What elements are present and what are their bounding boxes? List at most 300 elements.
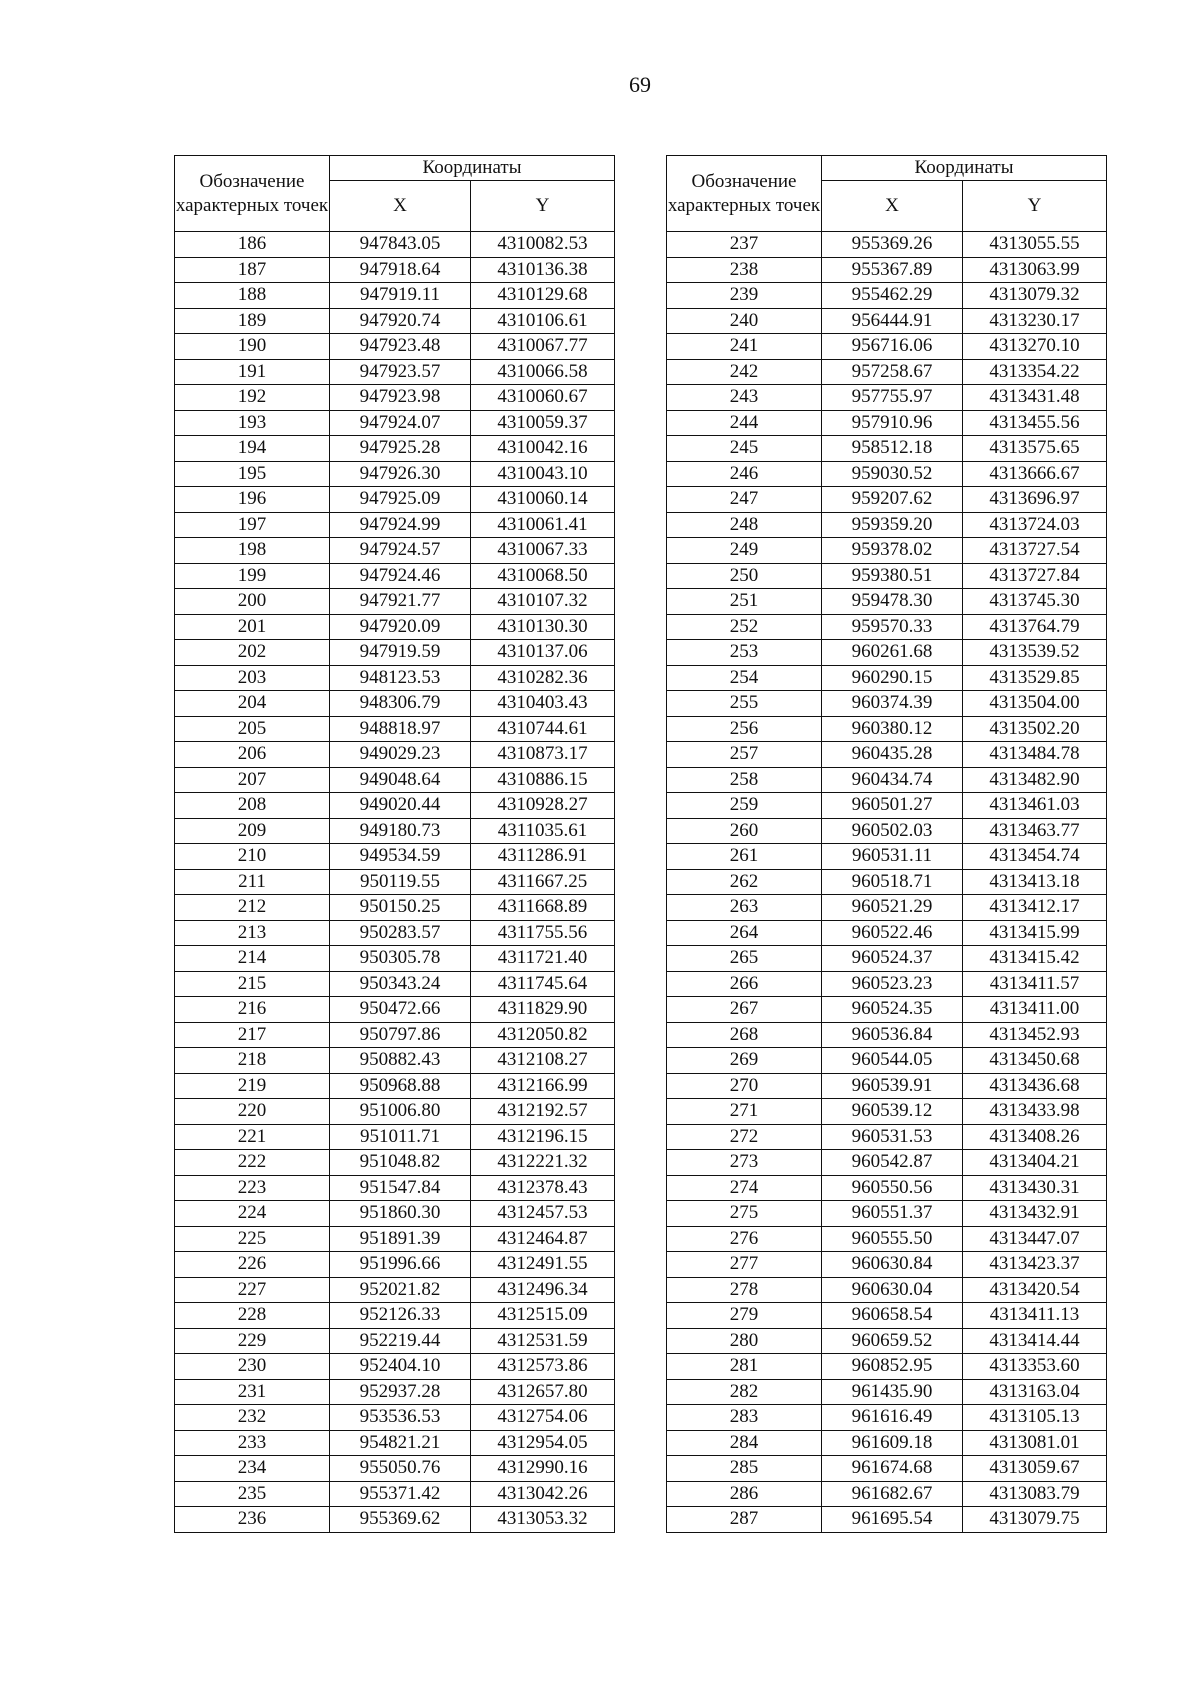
x-coordinate-cell: 959378.02	[822, 538, 963, 564]
table-row	[667, 283, 1107, 309]
point-number-cell: 270	[667, 1073, 822, 1099]
x-coordinate-cell: 960630.84	[822, 1252, 963, 1278]
table-row	[175, 1175, 615, 1201]
x-coordinate-cell: 957755.97	[822, 385, 963, 411]
point-number-cell: 222	[175, 1150, 330, 1176]
x-coordinate-cell: 950305.78	[330, 946, 471, 972]
y-coordinate-cell: 4313724.03	[963, 512, 1107, 538]
x-coordinate-cell: 951860.30	[330, 1201, 471, 1227]
x-coordinate-cell: 947919.59	[330, 640, 471, 666]
y-coordinate-cell: 4312491.55	[471, 1252, 615, 1278]
point-number-cell: 272	[667, 1124, 822, 1150]
table-row	[175, 997, 615, 1023]
x-coordinate-cell: 950343.24	[330, 971, 471, 997]
y-coordinate-cell: 4313420.54	[963, 1277, 1107, 1303]
x-coordinate-cell: 960531.53	[822, 1124, 963, 1150]
point-number-cell: 271	[667, 1099, 822, 1125]
table-row	[667, 1048, 1107, 1074]
table-row	[667, 257, 1107, 283]
x-coordinate-cell: 949534.59	[330, 844, 471, 870]
point-number-cell: 216	[175, 997, 330, 1023]
table-row	[175, 971, 615, 997]
table-row	[667, 869, 1107, 895]
table-row	[175, 538, 615, 564]
point-number-cell: 263	[667, 895, 822, 921]
x-coordinate-cell: 959380.51	[822, 563, 963, 589]
point-number-cell: 224	[175, 1201, 330, 1227]
x-coordinate-cell: 949020.44	[330, 793, 471, 819]
table-row	[175, 1328, 615, 1354]
table-row	[175, 461, 615, 487]
table-row	[175, 1252, 615, 1278]
table-row	[667, 1175, 1107, 1201]
point-number-cell: 238	[667, 257, 822, 283]
table-row	[667, 461, 1107, 487]
y-coordinate-cell: 4310130.30	[471, 614, 615, 640]
table-row	[175, 410, 615, 436]
x-coordinate-cell: 952021.82	[330, 1277, 471, 1303]
y-coordinate-cell: 4313463.77	[963, 818, 1107, 844]
y-coordinate-cell: 4310082.53	[471, 232, 615, 258]
y-coordinate-cell: 4313454.74	[963, 844, 1107, 870]
point-number-cell: 256	[667, 716, 822, 742]
y-coordinate-cell: 4313079.32	[963, 283, 1107, 309]
y-coordinate-cell: 4310136.38	[471, 257, 615, 283]
table-row	[667, 334, 1107, 360]
table-row	[667, 589, 1107, 615]
table-row	[667, 232, 1107, 258]
x-coordinate-cell: 960522.46	[822, 920, 963, 946]
table-row	[175, 1430, 615, 1456]
table-row	[667, 742, 1107, 768]
point-number-cell: 262	[667, 869, 822, 895]
y-coordinate-cell: 4313447.07	[963, 1226, 1107, 1252]
point-number-cell: 186	[175, 232, 330, 258]
table-row	[175, 818, 615, 844]
table-row	[667, 767, 1107, 793]
point-number-cell: 251	[667, 589, 822, 615]
y-coordinate-cell: 4313411.57	[963, 971, 1107, 997]
table-row	[175, 563, 615, 589]
table-row	[667, 946, 1107, 972]
x-coordinate-cell: 960539.12	[822, 1099, 963, 1125]
x-coordinate-cell: 961609.18	[822, 1430, 963, 1456]
x-coordinate-cell: 955462.29	[822, 283, 963, 309]
x-coordinate-cell: 960550.56	[822, 1175, 963, 1201]
y-coordinate-cell: 4310928.27	[471, 793, 615, 819]
point-designation-header: Обозначение характерных точек	[175, 156, 330, 232]
y-coordinate-cell: 4313411.00	[963, 997, 1107, 1023]
x-coordinate-cell: 960434.74	[822, 767, 963, 793]
table-row	[667, 895, 1107, 921]
table-row	[175, 793, 615, 819]
x-coordinate-cell: 958512.18	[822, 436, 963, 462]
table-row	[175, 1048, 615, 1074]
point-number-cell: 188	[175, 283, 330, 309]
x-coordinate-cell: 947925.28	[330, 436, 471, 462]
x-header: X	[330, 181, 471, 232]
point-number-cell: 279	[667, 1303, 822, 1329]
y-coordinate-cell: 4313412.17	[963, 895, 1107, 921]
table-row	[175, 1124, 615, 1150]
y-coordinate-cell: 4313764.79	[963, 614, 1107, 640]
y-coordinate-cell: 4310137.06	[471, 640, 615, 666]
point-number-cell: 249	[667, 538, 822, 564]
point-number-cell: 236	[175, 1507, 330, 1533]
table-row	[175, 385, 615, 411]
point-number-cell: 265	[667, 946, 822, 972]
point-number-cell: 223	[175, 1175, 330, 1201]
y-coordinate-cell: 4312515.09	[471, 1303, 615, 1329]
x-coordinate-cell: 947920.74	[330, 308, 471, 334]
point-number-cell: 245	[667, 436, 822, 462]
x-coordinate-cell: 951011.71	[330, 1124, 471, 1150]
y-coordinate-cell: 4313083.79	[963, 1481, 1107, 1507]
table-row	[667, 1405, 1107, 1431]
x-coordinate-cell: 947924.07	[330, 410, 471, 436]
table-row	[667, 1430, 1107, 1456]
point-number-cell: 286	[667, 1481, 822, 1507]
table-row	[175, 691, 615, 717]
y-coordinate-cell: 4313450.68	[963, 1048, 1107, 1074]
x-coordinate-cell: 961435.90	[822, 1379, 963, 1405]
point-number-cell: 228	[175, 1303, 330, 1329]
y-coordinate-cell: 4313452.93	[963, 1022, 1107, 1048]
table-row	[667, 385, 1107, 411]
point-number-cell: 214	[175, 946, 330, 972]
x-coordinate-cell: 960536.84	[822, 1022, 963, 1048]
table-row	[175, 232, 615, 258]
x-coordinate-cell: 947919.11	[330, 283, 471, 309]
point-number-cell: 252	[667, 614, 822, 640]
y-coordinate-cell: 4313055.55	[963, 232, 1107, 258]
y-coordinate-cell: 4313430.31	[963, 1175, 1107, 1201]
point-number-cell: 247	[667, 487, 822, 513]
point-number-cell: 285	[667, 1456, 822, 1482]
x-coordinate-cell: 956716.06	[822, 334, 963, 360]
x-coordinate-cell: 947920.09	[330, 614, 471, 640]
y-coordinate-cell: 4313230.17	[963, 308, 1107, 334]
point-number-cell: 243	[667, 385, 822, 411]
table-row	[667, 1379, 1107, 1405]
x-coordinate-cell: 955371.42	[330, 1481, 471, 1507]
y-coordinate-cell: 4313081.01	[963, 1430, 1107, 1456]
point-number-cell: 274	[667, 1175, 822, 1201]
x-coordinate-cell: 951547.84	[330, 1175, 471, 1201]
point-number-cell: 201	[175, 614, 330, 640]
coordinates-table-left	[174, 155, 615, 1533]
x-coordinate-cell: 949048.64	[330, 767, 471, 793]
y-coordinate-cell: 4311286.91	[471, 844, 615, 870]
x-coordinate-cell: 947924.57	[330, 538, 471, 564]
y-coordinate-cell: 4313413.18	[963, 869, 1107, 895]
table-row	[175, 895, 615, 921]
y-coordinate-cell: 4312496.34	[471, 1277, 615, 1303]
y-coordinate-cell: 4313433.98	[963, 1099, 1107, 1125]
x-coordinate-cell: 960374.39	[822, 691, 963, 717]
y-coordinate-cell: 4313502.20	[963, 716, 1107, 742]
point-number-cell: 250	[667, 563, 822, 589]
point-number-cell: 212	[175, 895, 330, 921]
point-number-cell: 189	[175, 308, 330, 334]
point-number-cell: 278	[667, 1277, 822, 1303]
y-coordinate-cell: 4310106.61	[471, 308, 615, 334]
table-row	[667, 716, 1107, 742]
x-coordinate-cell: 954821.21	[330, 1430, 471, 1456]
point-number-cell: 218	[175, 1048, 330, 1074]
x-coordinate-cell: 961674.68	[822, 1456, 963, 1482]
table-row	[667, 1073, 1107, 1099]
x-coordinate-cell: 947918.64	[330, 257, 471, 283]
x-coordinate-cell: 950968.88	[330, 1073, 471, 1099]
table-row	[667, 1328, 1107, 1354]
table-row	[667, 359, 1107, 385]
x-coordinate-cell: 959359.20	[822, 512, 963, 538]
x-coordinate-cell: 947923.57	[330, 359, 471, 385]
y-coordinate-cell: 4310282.36	[471, 665, 615, 691]
y-coordinate-cell: 4310129.68	[471, 283, 615, 309]
y-coordinate-cell: 4312531.59	[471, 1328, 615, 1354]
point-number-cell: 204	[175, 691, 330, 717]
y-coordinate-cell: 4313042.26	[471, 1481, 615, 1507]
x-coordinate-cell: 947921.77	[330, 589, 471, 615]
table-row	[667, 308, 1107, 334]
point-number-cell: 235	[175, 1481, 330, 1507]
point-number-cell: 258	[667, 767, 822, 793]
point-number-cell: 264	[667, 920, 822, 946]
y-coordinate-cell: 4313411.13	[963, 1303, 1107, 1329]
y-coordinate-cell: 4312166.99	[471, 1073, 615, 1099]
x-coordinate-cell: 949029.23	[330, 742, 471, 768]
table-row	[175, 1277, 615, 1303]
point-number-cell: 276	[667, 1226, 822, 1252]
table-row	[667, 665, 1107, 691]
x-coordinate-cell: 948306.79	[330, 691, 471, 717]
point-number-cell: 257	[667, 742, 822, 768]
y-coordinate-cell: 4313529.85	[963, 665, 1107, 691]
x-coordinate-cell: 960523.23	[822, 971, 963, 997]
y-coordinate-cell: 4310059.37	[471, 410, 615, 436]
y-coordinate-cell: 4313455.56	[963, 410, 1107, 436]
table-row	[175, 1456, 615, 1482]
table-row	[667, 691, 1107, 717]
y-header: Y	[963, 181, 1107, 232]
point-number-cell: 192	[175, 385, 330, 411]
point-number-cell: 260	[667, 818, 822, 844]
y-coordinate-cell: 4313063.99	[963, 257, 1107, 283]
y-coordinate-cell: 4313105.13	[963, 1405, 1107, 1431]
y-coordinate-cell: 4310744.61	[471, 716, 615, 742]
x-coordinate-cell: 955050.76	[330, 1456, 471, 1482]
point-number-cell: 211	[175, 869, 330, 895]
y-coordinate-cell: 4310043.10	[471, 461, 615, 487]
y-coordinate-cell: 4310067.33	[471, 538, 615, 564]
x-coordinate-cell: 960555.50	[822, 1226, 963, 1252]
x-coordinate-cell: 951048.82	[330, 1150, 471, 1176]
x-coordinate-cell: 947843.05	[330, 232, 471, 258]
x-coordinate-cell: 960539.91	[822, 1073, 963, 1099]
x-coordinate-cell: 960524.37	[822, 946, 963, 972]
y-coordinate-cell: 4313053.32	[471, 1507, 615, 1533]
y-coordinate-cell: 4310066.58	[471, 359, 615, 385]
point-number-cell: 268	[667, 1022, 822, 1048]
point-number-cell: 287	[667, 1507, 822, 1533]
point-number-cell: 217	[175, 1022, 330, 1048]
y-coordinate-cell: 4310060.14	[471, 487, 615, 513]
point-number-cell: 198	[175, 538, 330, 564]
point-number-cell: 190	[175, 334, 330, 360]
table-row	[175, 334, 615, 360]
table-row	[667, 614, 1107, 640]
point-number-cell: 220	[175, 1099, 330, 1125]
x-coordinate-cell: 960518.71	[822, 869, 963, 895]
x-coordinate-cell: 950283.57	[330, 920, 471, 946]
y-coordinate-cell: 4313461.03	[963, 793, 1107, 819]
point-number-cell: 267	[667, 997, 822, 1023]
table-row	[175, 1379, 615, 1405]
table-row	[667, 1226, 1107, 1252]
point-number-cell: 284	[667, 1430, 822, 1456]
y-coordinate-cell: 4313727.54	[963, 538, 1107, 564]
table-body	[667, 232, 1107, 1533]
y-coordinate-cell: 4312196.15	[471, 1124, 615, 1150]
y-coordinate-cell: 4313270.10	[963, 334, 1107, 360]
x-coordinate-cell: 947923.98	[330, 385, 471, 411]
y-coordinate-cell: 4310403.43	[471, 691, 615, 717]
table-row	[175, 665, 615, 691]
y-coordinate-cell: 4313482.90	[963, 767, 1107, 793]
point-number-cell: 266	[667, 971, 822, 997]
y-coordinate-cell: 4313408.26	[963, 1124, 1107, 1150]
table-row	[667, 512, 1107, 538]
table-row	[667, 538, 1107, 564]
table-row	[175, 1354, 615, 1380]
page-number: 69	[629, 72, 651, 97]
y-coordinate-cell: 4310886.15	[471, 767, 615, 793]
point-number-cell: 275	[667, 1201, 822, 1227]
x-coordinate-cell: 960521.29	[822, 895, 963, 921]
table-row	[175, 1405, 615, 1431]
table-row	[667, 1099, 1107, 1125]
x-coordinate-cell: 950150.25	[330, 895, 471, 921]
point-number-cell: 241	[667, 334, 822, 360]
y-coordinate-cell: 4312108.27	[471, 1048, 615, 1074]
point-number-cell: 208	[175, 793, 330, 819]
x-coordinate-cell: 960502.03	[822, 818, 963, 844]
table-row	[175, 436, 615, 462]
y-coordinate-cell: 4310068.50	[471, 563, 615, 589]
table-body	[175, 232, 615, 1533]
x-coordinate-cell: 960290.15	[822, 665, 963, 691]
table-row	[667, 410, 1107, 436]
point-number-cell: 194	[175, 436, 330, 462]
x-coordinate-cell: 959207.62	[822, 487, 963, 513]
table-row	[175, 742, 615, 768]
table-row	[175, 1507, 615, 1533]
point-number-cell: 219	[175, 1073, 330, 1099]
x-coordinate-cell: 961682.67	[822, 1481, 963, 1507]
point-number-cell: 215	[175, 971, 330, 997]
table-row	[667, 640, 1107, 666]
y-header: Y	[471, 181, 615, 232]
x-coordinate-cell: 950472.66	[330, 997, 471, 1023]
table-row	[175, 283, 615, 309]
y-coordinate-cell: 4312457.53	[471, 1201, 615, 1227]
x-coordinate-cell: 951006.80	[330, 1099, 471, 1125]
y-coordinate-cell: 4311035.61	[471, 818, 615, 844]
table-row	[175, 257, 615, 283]
coordinates-header: Координаты	[822, 156, 1107, 181]
y-coordinate-cell: 4310107.32	[471, 589, 615, 615]
point-number-cell: 226	[175, 1252, 330, 1278]
point-number-cell: 191	[175, 359, 330, 385]
x-coordinate-cell: 960501.27	[822, 793, 963, 819]
x-coordinate-cell: 960630.04	[822, 1277, 963, 1303]
point-number-cell: 261	[667, 844, 822, 870]
point-number-cell: 246	[667, 461, 822, 487]
x-coordinate-cell: 956444.91	[822, 308, 963, 334]
point-number-cell: 202	[175, 640, 330, 666]
point-number-cell: 277	[667, 1252, 822, 1278]
point-number-cell: 230	[175, 1354, 330, 1380]
x-coordinate-cell: 959030.52	[822, 461, 963, 487]
x-coordinate-cell: 959478.30	[822, 589, 963, 615]
y-coordinate-cell: 4313727.84	[963, 563, 1107, 589]
table-row	[667, 1303, 1107, 1329]
table-row	[175, 1073, 615, 1099]
x-coordinate-cell: 960544.05	[822, 1048, 963, 1074]
table-row	[667, 1277, 1107, 1303]
x-coordinate-cell: 960551.37	[822, 1201, 963, 1227]
x-coordinate-cell: 960531.11	[822, 844, 963, 870]
x-coordinate-cell: 959570.33	[822, 614, 963, 640]
point-number-cell: 254	[667, 665, 822, 691]
x-coordinate-cell: 960658.54	[822, 1303, 963, 1329]
point-number-cell: 225	[175, 1226, 330, 1252]
x-coordinate-cell: 947925.09	[330, 487, 471, 513]
y-coordinate-cell: 4312990.16	[471, 1456, 615, 1482]
table-row	[667, 1507, 1107, 1533]
y-coordinate-cell: 4313696.97	[963, 487, 1107, 513]
y-coordinate-cell: 4312050.82	[471, 1022, 615, 1048]
point-number-cell: 200	[175, 589, 330, 615]
x-coordinate-cell: 950119.55	[330, 869, 471, 895]
table-row	[175, 614, 615, 640]
table-row	[175, 1226, 615, 1252]
table-row	[667, 487, 1107, 513]
y-coordinate-cell: 4313415.42	[963, 946, 1107, 972]
table-row	[667, 1481, 1107, 1507]
x-coordinate-cell: 947924.46	[330, 563, 471, 589]
x-coordinate-cell: 957258.67	[822, 359, 963, 385]
point-number-cell: 205	[175, 716, 330, 742]
y-coordinate-cell: 4310060.67	[471, 385, 615, 411]
table-row	[667, 844, 1107, 870]
y-coordinate-cell: 4311721.40	[471, 946, 615, 972]
point-number-cell: 233	[175, 1430, 330, 1456]
table-row	[175, 1099, 615, 1125]
y-coordinate-cell: 4313353.60	[963, 1354, 1107, 1380]
x-coordinate-cell: 947923.48	[330, 334, 471, 360]
point-number-cell: 253	[667, 640, 822, 666]
y-coordinate-cell: 4312378.43	[471, 1175, 615, 1201]
x-coordinate-cell: 947924.99	[330, 512, 471, 538]
x-coordinate-cell: 957910.96	[822, 410, 963, 436]
table-row	[667, 1354, 1107, 1380]
x-coordinate-cell: 952126.33	[330, 1303, 471, 1329]
point-number-cell: 209	[175, 818, 330, 844]
table-row	[175, 1150, 615, 1176]
